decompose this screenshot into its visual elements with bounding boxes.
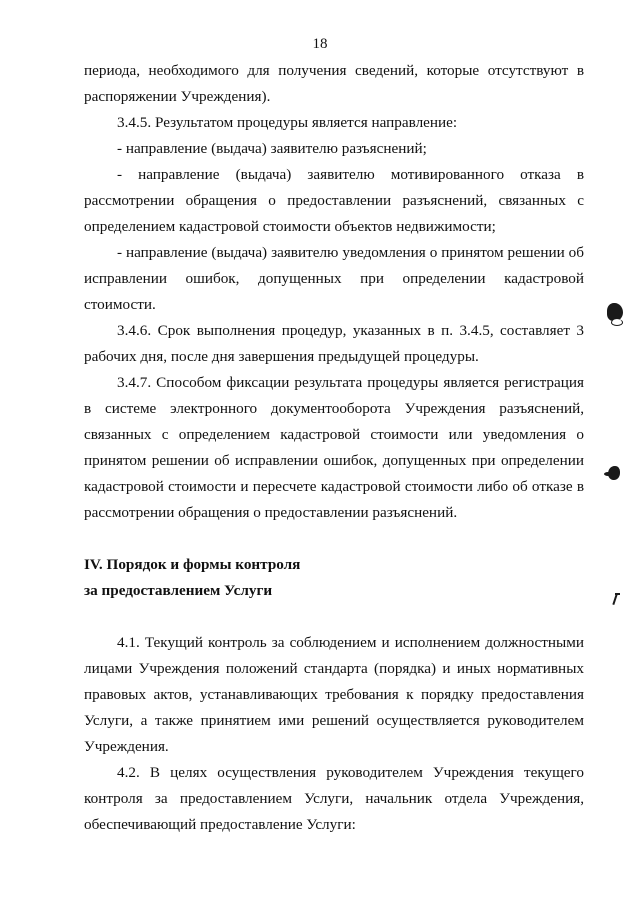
list-item-explanations: - направление (выдача) заявителю разъяснений;	[117, 140, 427, 157]
page-number: 18	[312, 36, 328, 52]
section-heading-line-1: IV. Порядок и формы контроля	[84, 556, 301, 573]
paragraph-3-4-5: 3.4.5. Результатом процедуры является направление:	[117, 114, 458, 131]
list-item-notification: - направление (выдача) заявителю уведомления о принятом решении об исправлении ошибок, допущенных при определении кадастровой стоимости.	[84, 244, 584, 313]
paragraph-continuation: периода, необходимого для получения сведений, которые отсутствуют в распоряжении Учреждения).	[84, 62, 584, 105]
paragraph-3-4-6: 3.4.6. Срок выполнения процедур, указанных в п. 3.4.5, составляет 3 рабочих дня, после дня завершения предыдущей процедуры.	[84, 322, 584, 365]
paragraph-4-1: 4.1. Текущий контроль за соблюдением и исполнением должностными лицами Учреждения положений стандарта (порядка) и иных нормативных правовых актов, устанавливающих требования к порядку предоставления Услуги, а также принятием ими решений осуществляется руководителем Учреждения.	[84, 634, 584, 755]
ink-blot-mark	[604, 472, 612, 476]
document-body	[84, 58, 584, 838]
section-heading-line-2: за предоставлением Услуги	[84, 582, 273, 599]
section-heading	[84, 552, 584, 604]
ink-blot-mark	[611, 319, 623, 326]
pen-stroke-mark	[612, 594, 617, 605]
paragraph-3-4-7: 3.4.7. Способом фиксации результата процедуры является регистрация в системе электронного документооборота Учреждения разъяснений, связанных с определением кадастровой стоимости или уведомления о принятом решении об исправлении ошибок, допущенных при определении кадастровой стоимости и пересчете кадастровой стоимости либо об отказе в рассмотрении обращения о предоставлении разъяснений.	[84, 374, 584, 521]
pen-stroke-mark	[615, 593, 620, 595]
paragraph-4-2: 4.2. В целях осуществления руководителем Учреждения текущего контроля за предоставлением Услуги, начальник отдела Учреждения, обеспечивающий предоставление Услуги:	[84, 764, 584, 833]
list-item-refusal: - направление (выдача) заявителю мотивированного отказа в рассмотрении обращения о предоставлении разъяснений, связанных с определением кадастровой стоимости объектов недвижимости;	[84, 166, 584, 235]
